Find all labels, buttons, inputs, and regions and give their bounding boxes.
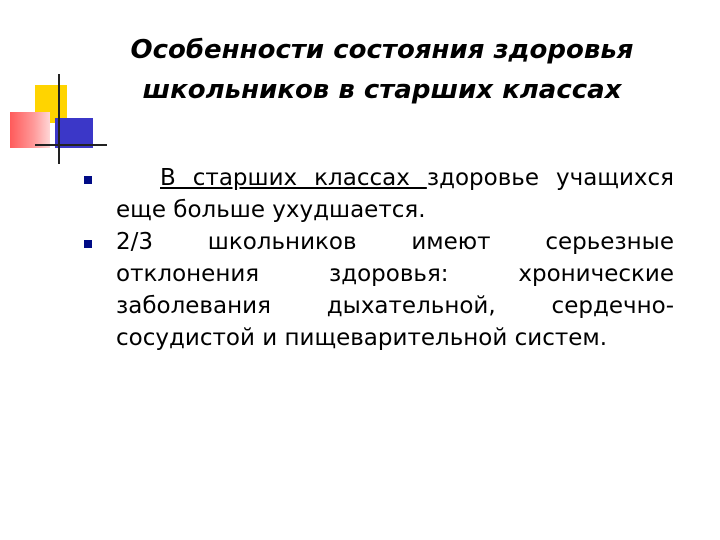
bullet-item-2 [84,226,674,354]
bullet-square-icon [84,176,92,184]
bullet-1-indent [116,165,160,191]
slide-title-line-1: Особенности состояния здоровья [130,35,634,65]
logo-red-square [10,112,50,148]
slide-content [84,162,674,354]
bullet-1-text: здоровье учащихся еще больше ухудшается. [116,165,674,223]
bullet-2-text: 2/3 школьников имеют серьезные отклонения здоровья: хронические заболевания дыхательной, сердечно-сосудистой и пищеварительной систем. [116,229,674,351]
logo-horizontal-line [35,144,107,146]
bullet-item-1 [84,162,674,226]
bullet-1-underlined-text: В старших классах [160,165,427,191]
bullet-square-icon [84,240,92,248]
logo-vertical-line [58,74,60,164]
slide-title [82,30,682,110]
slide-title-line-2: школьников в старших классах [142,75,622,105]
